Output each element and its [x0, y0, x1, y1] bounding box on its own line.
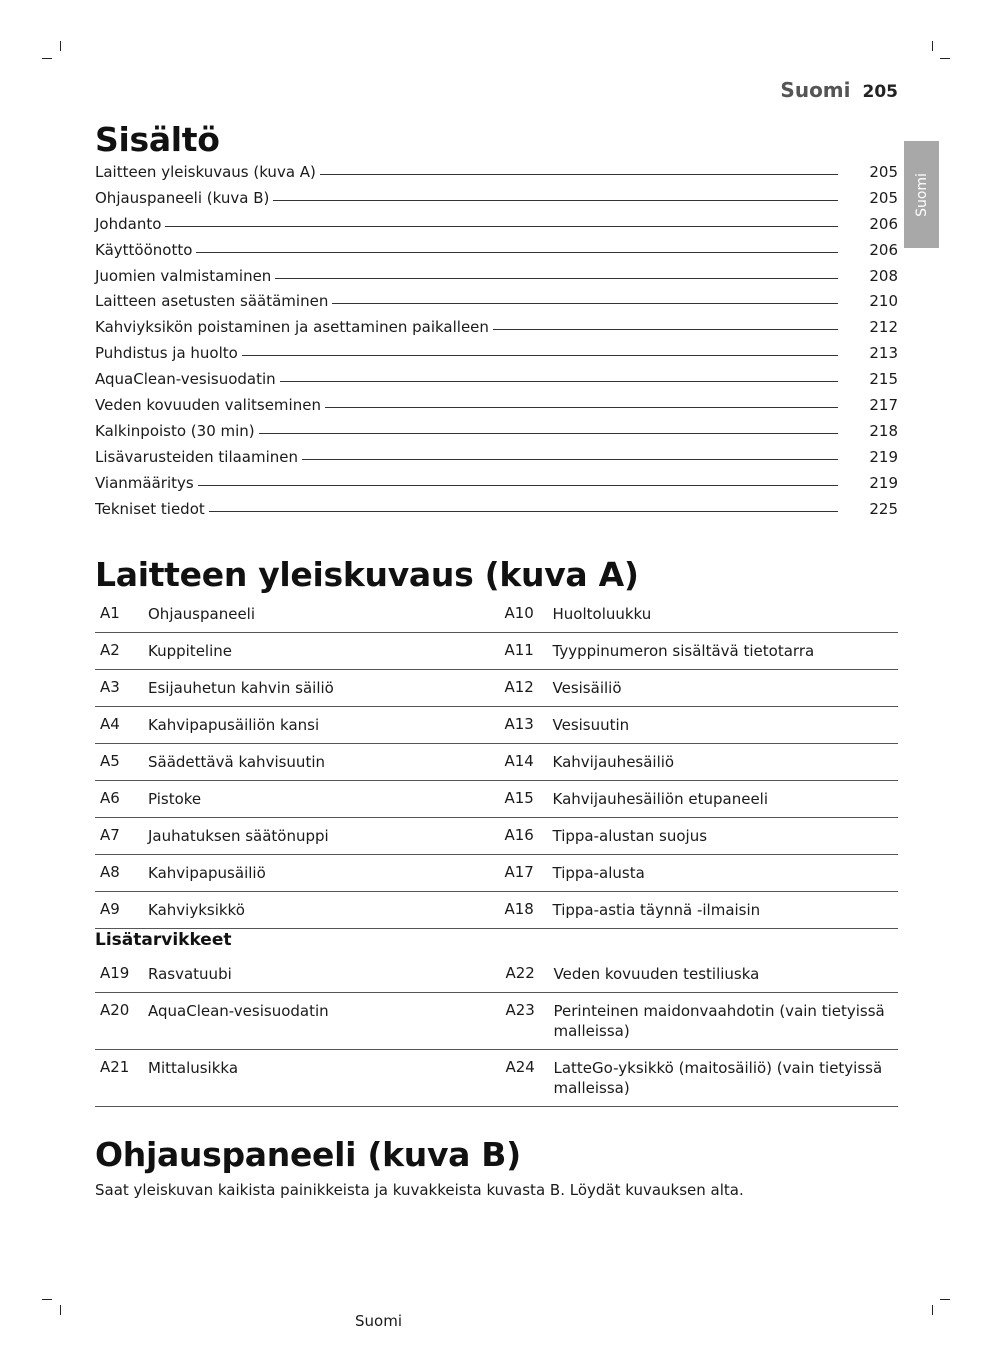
- item-code: A1: [100, 604, 120, 622]
- item-label: Tippa-astia täynnä -ilmaisin: [552, 901, 761, 919]
- toc-entry-title: AquaClean-vesisuodatin: [95, 370, 276, 389]
- control-panel-title: Ohjauspaneeli (kuva B): [95, 1135, 521, 1174]
- item-cell-left: [95, 670, 494, 706]
- toc-entry-title: Puhdistus ja huolto: [95, 344, 238, 363]
- item-label: Huoltoluukku: [552, 605, 652, 623]
- toc-entry[interactable]: [95, 318, 898, 344]
- toc-entry[interactable]: [95, 163, 898, 189]
- toc-entry-page: 205: [869, 188, 898, 207]
- toc-entry-page: 217: [869, 396, 898, 415]
- item-label: Kahvijauhesäiliö: [552, 753, 675, 771]
- item-label: Kahvijauhesäiliön etupaneeli: [552, 790, 769, 808]
- toc-leader: [196, 252, 838, 253]
- item-label: Tyyppinumeron sisältävä tietotarra: [552, 642, 815, 660]
- item-code: A5: [100, 752, 120, 770]
- toc-leader: [273, 200, 838, 201]
- item-cell-left: [95, 892, 494, 928]
- toc-entry[interactable]: [95, 370, 898, 396]
- toc-entry-title: Kahviyksikön poistaminen ja asettaminen paikalleen: [95, 318, 489, 337]
- toc-entry-title: Laitteen asetusten säätäminen: [95, 292, 329, 311]
- toc-entry-title: Käyttöönotto: [95, 240, 193, 259]
- toc-entry-title: Ohjauspaneeli (kuva B): [95, 188, 270, 207]
- table-row: [95, 855, 898, 892]
- toc-entry-title: Kalkinpoisto (30 min): [95, 421, 255, 440]
- toc-entry-page: 215: [869, 370, 898, 389]
- item-label: Ohjauspaneeli: [148, 605, 256, 623]
- toc-entry-title: Johdanto: [95, 214, 162, 233]
- item-label: Pistoke: [148, 790, 202, 808]
- item-code: A2: [100, 641, 120, 659]
- item-code: A14: [504, 752, 534, 770]
- item-cell-right: [494, 707, 899, 743]
- item-cell-right: [494, 781, 899, 817]
- item-code: A20: [100, 1001, 130, 1019]
- item-code: A23: [505, 1001, 535, 1019]
- toc-entry-title: Juomien valmistaminen: [95, 266, 272, 285]
- page-footer: Suomi: [355, 1312, 402, 1330]
- item-label: Esijauhetun kahvin säiliö: [148, 679, 334, 697]
- crop-mark: [42, 58, 52, 59]
- crop-mark: [60, 1305, 61, 1315]
- control-panel-intro: Saat yleiskuvan kaikista painikkeista ja kuvakkeista kuvasta B. Löydät kuvauksen alta.: [95, 1181, 744, 1199]
- item-code: A21: [100, 1058, 130, 1076]
- table-row: [95, 633, 898, 670]
- toc-entry[interactable]: [95, 474, 898, 500]
- crop-mark: [42, 1299, 52, 1300]
- item-code: A10: [504, 604, 534, 622]
- toc-entry-title: Laitteen yleiskuvaus (kuva A): [95, 163, 316, 181]
- item-label: Jauhatuksen säätönuppi: [148, 827, 329, 845]
- accessories-table: [95, 956, 898, 1107]
- item-code: A16: [504, 826, 534, 844]
- toc-entry-title: Veden kovuuden valitseminen: [95, 396, 321, 415]
- toc-leader: [325, 407, 838, 408]
- toc-entry-page: 206: [869, 240, 898, 259]
- toc-entry[interactable]: [95, 215, 898, 241]
- item-cell-left: [95, 1050, 493, 1106]
- item-cell-right: [494, 744, 899, 780]
- toc-entry[interactable]: [95, 241, 898, 267]
- toc-leader: [242, 355, 838, 356]
- item-label: Perinteinen maidonvaahdotin (vain tietyissä malleissa): [553, 1002, 885, 1040]
- crop-mark: [940, 1299, 950, 1300]
- toc-entry-title: Lisävarusteiden tilaaminen: [95, 447, 299, 466]
- toc-entry-page: 225: [869, 499, 898, 518]
- toc-entry-page: 219: [869, 447, 898, 466]
- item-label: Vesisuutin: [552, 716, 630, 734]
- item-label: Kuppiteline: [148, 642, 232, 660]
- item-code: A15: [504, 789, 534, 807]
- crop-mark: [60, 41, 61, 51]
- item-label: AquaClean-vesisuodatin: [148, 1002, 329, 1020]
- side-tab-label: Suomi: [913, 172, 930, 217]
- table-row: [95, 596, 898, 633]
- toc-entry-page: 212: [869, 318, 898, 337]
- item-cell-right: [494, 892, 899, 928]
- toc-entry-title: Tekniset tiedot: [95, 499, 205, 518]
- item-code: A8: [100, 863, 120, 881]
- toc-leader: [209, 511, 838, 512]
- item-code: A3: [100, 678, 120, 696]
- toc-entry[interactable]: [95, 396, 898, 422]
- table-row: [95, 993, 898, 1050]
- item-cell-right: [493, 1050, 899, 1106]
- toc-leader: [302, 459, 838, 460]
- item-cell-left: [95, 744, 494, 780]
- item-code: A17: [504, 863, 534, 881]
- table-row: [95, 956, 898, 993]
- toc-entry-page: 218: [869, 421, 898, 440]
- toc-leader: [280, 381, 838, 382]
- toc-leader: [320, 174, 838, 175]
- item-cell-right: [494, 818, 899, 854]
- item-code: A7: [100, 826, 120, 844]
- table-row: [95, 1050, 898, 1107]
- toc-leader: [493, 329, 838, 330]
- overview-table: [95, 596, 898, 929]
- crop-mark: [932, 1305, 933, 1315]
- toc-entry-page: 210: [869, 292, 898, 311]
- item-code: A19: [100, 964, 130, 982]
- item-label: Säädettävä kahvisuutin: [148, 753, 325, 771]
- item-label: Vesisäiliö: [552, 679, 622, 697]
- item-code: A18: [504, 900, 534, 918]
- item-label: Kahvipapusäiliön kansi: [148, 716, 320, 734]
- toc-leader: [332, 303, 838, 304]
- toc-entry[interactable]: [95, 292, 898, 318]
- item-label: Mittalusikka: [148, 1059, 239, 1077]
- item-code: A12: [504, 678, 534, 696]
- item-code: A22: [505, 964, 535, 982]
- page-header: [780, 78, 898, 102]
- item-cell-left: [95, 993, 493, 1049]
- toc-leader: [198, 485, 838, 486]
- item-cell-left: [95, 596, 494, 632]
- toc-entry-page: 205: [869, 163, 898, 181]
- item-label: LatteGo-yksikkö (maitosäiliö) (vain tietyissä malleissa): [553, 1059, 883, 1097]
- item-code: A9: [100, 900, 120, 918]
- toc-entry[interactable]: [95, 422, 898, 448]
- item-cell-right: [494, 633, 899, 669]
- item-cell-left: [95, 707, 494, 743]
- toc-leader: [165, 226, 838, 227]
- table-row: [95, 892, 898, 929]
- item-cell-left: [95, 781, 494, 817]
- toc-entry-page: 206: [869, 214, 898, 233]
- toc-entry-page: 219: [869, 473, 898, 492]
- toc-entry[interactable]: [95, 267, 898, 293]
- header-language: Suomi: [780, 78, 851, 102]
- toc-title: Sisältö: [95, 120, 220, 159]
- table-row: [95, 781, 898, 818]
- table-row: [95, 670, 898, 707]
- table-of-contents: [95, 163, 898, 525]
- item-code: A13: [504, 715, 534, 733]
- item-cell-right: [493, 956, 899, 992]
- item-label: Rasvatuubi: [148, 965, 232, 983]
- item-code: A24: [505, 1058, 535, 1076]
- item-code: A4: [100, 715, 120, 733]
- item-label: Veden kovuuden testiliuska: [553, 965, 760, 983]
- toc-entry[interactable]: [95, 344, 898, 370]
- item-cell-right: [493, 993, 899, 1049]
- item-cell-left: [95, 956, 493, 992]
- overview-title: Laitteen yleiskuvaus (kuva A): [95, 555, 639, 594]
- toc-entry[interactable]: [95, 500, 898, 526]
- table-row: [95, 707, 898, 744]
- toc-entry-page: 213: [869, 344, 898, 363]
- item-cell-left: [95, 855, 494, 891]
- item-cell-right: [494, 670, 899, 706]
- item-label: Tippa-alustan suojus: [552, 827, 708, 845]
- item-label: Kahviyksikkö: [148, 901, 245, 919]
- toc-leader: [259, 433, 838, 434]
- toc-entry[interactable]: [95, 189, 898, 215]
- item-code: A11: [504, 641, 534, 659]
- item-cell-left: [95, 633, 494, 669]
- toc-entry-page: 208: [869, 266, 898, 285]
- item-cell-left: [95, 818, 494, 854]
- header-page-number: 205: [862, 82, 898, 102]
- crop-mark: [940, 58, 950, 59]
- language-side-tab: [904, 141, 939, 248]
- item-code: A6: [100, 789, 120, 807]
- item-label: Kahvipapusäiliö: [148, 864, 266, 882]
- item-cell-right: [494, 855, 899, 891]
- accessories-title: Lisätarvikkeet: [95, 930, 232, 950]
- item-cell-right: [494, 596, 899, 632]
- toc-entry[interactable]: [95, 448, 898, 474]
- table-row: [95, 744, 898, 781]
- table-row: [95, 818, 898, 855]
- toc-entry-title: Vianmääritys: [95, 473, 194, 492]
- toc-leader: [275, 278, 838, 279]
- item-label: Tippa-alusta: [552, 864, 645, 882]
- crop-mark: [932, 41, 933, 51]
